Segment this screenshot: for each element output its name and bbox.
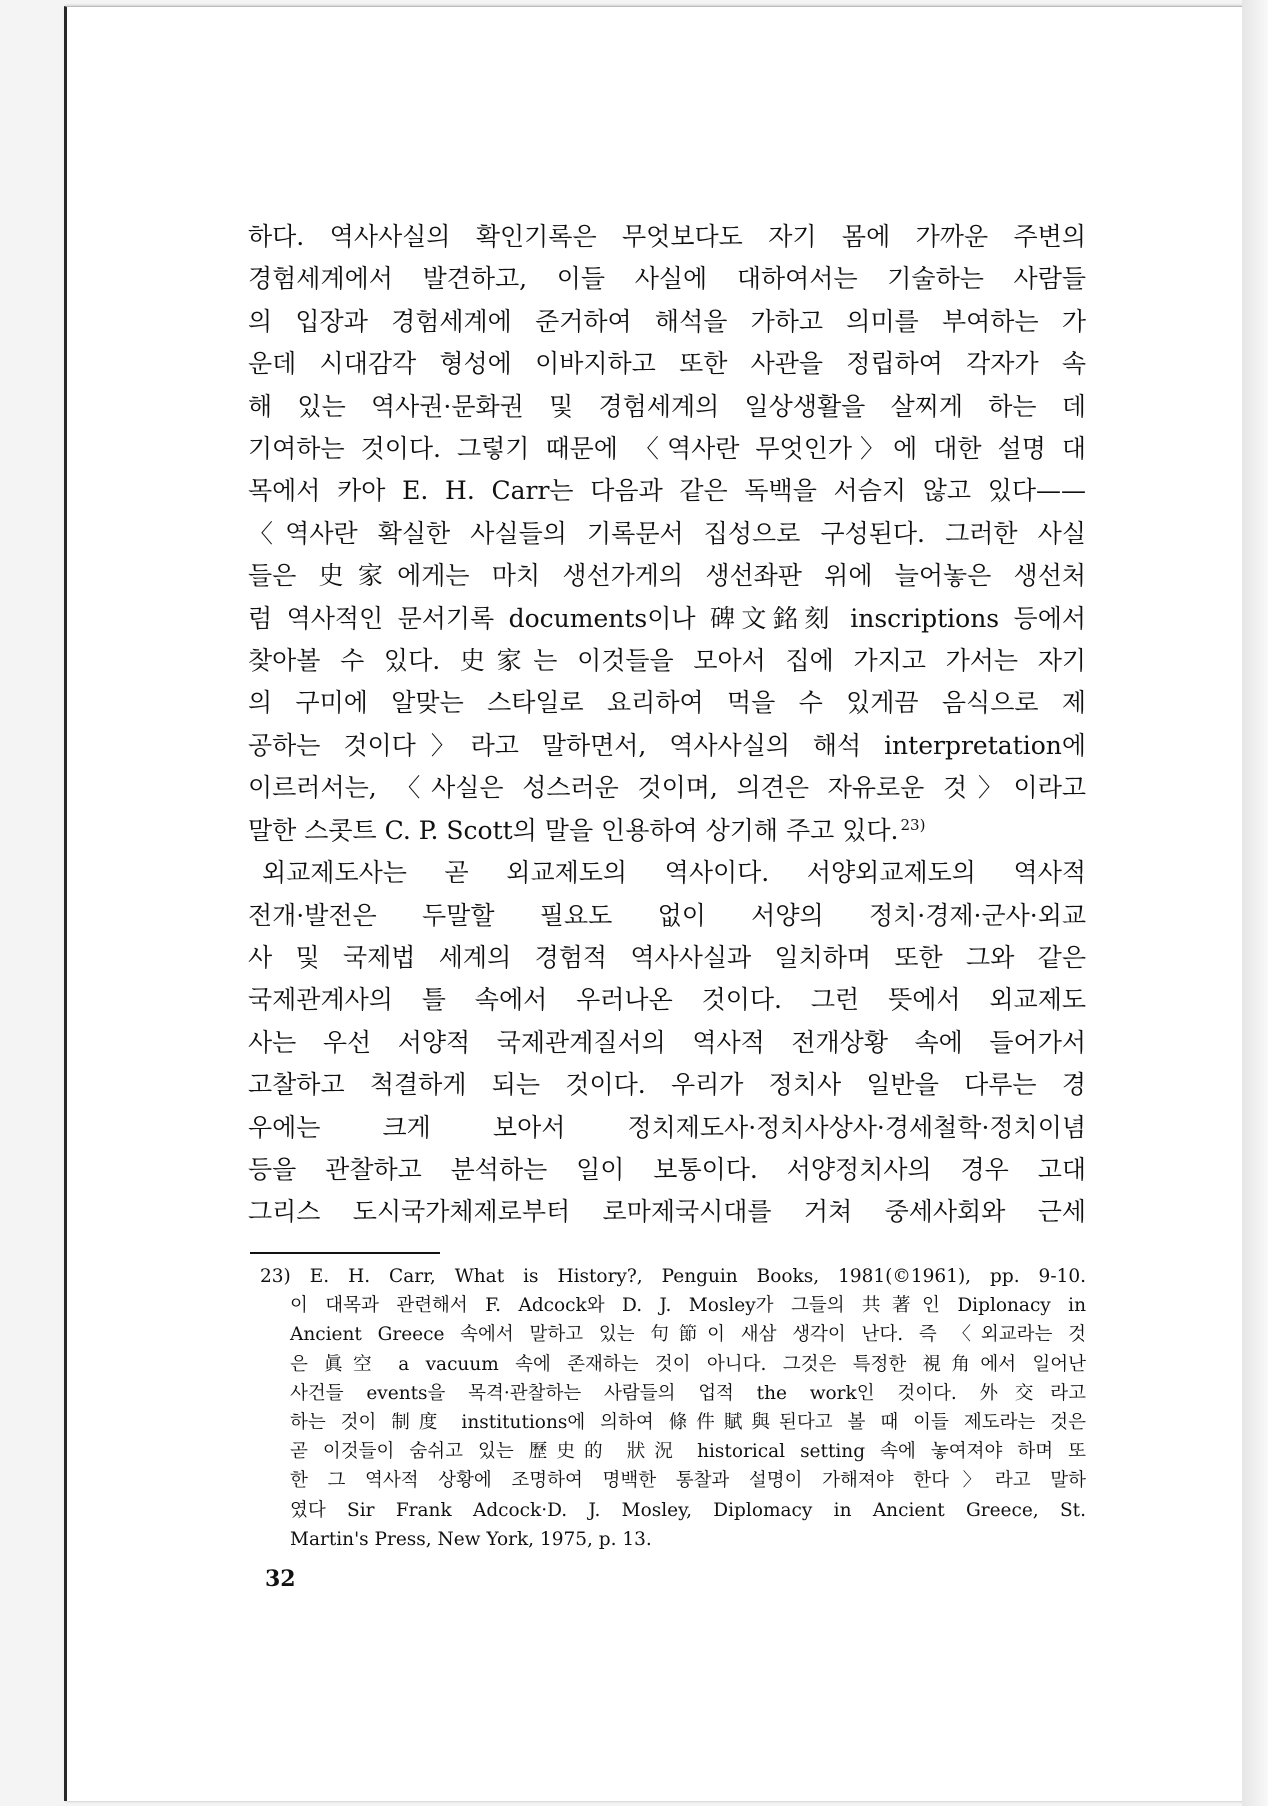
- body-line-with-footnote: [248, 810, 1086, 852]
- body-line: 의 구미에 알맞는 스타일로 요리하여 먹을 수 있게끔 음식으로 제: [248, 688, 1086, 718]
- footnote-reference[interactable]: 23): [900, 815, 926, 834]
- page-number: 32: [265, 1566, 296, 1592]
- body-line: 그리스 도시국가체제로부터 로마제국시대를 거쳐 중세사회와 근세: [248, 1197, 1086, 1227]
- body-line: 목에서 카아 E. H. Carr는 다음과 같은 독백을 서슴지 않고 있다——: [248, 476, 1086, 506]
- body-line: 전개·발전은 두말할 필요도 없이 서양의 정치·경제·군사·외교: [248, 900, 1086, 930]
- body-line: 경험세계에서 발견하고, 이들 사실에 대하여서는 기술하는 사람들: [248, 264, 1086, 294]
- body-line: 하다. 역사사실의 확인기록은 무엇보다도 자기 몸에 가까운 주변의: [248, 222, 1086, 251]
- footnote-line: Martin's Press, New York, 1975, p. 13.: [290, 1528, 652, 1550]
- footnote-line: 곧 이것들이 숨쉬고 있는 歷史的 狀況 historical setting 속에 놓여져야 하며 또: [290, 1441, 1086, 1463]
- footnote-line: 이 대목과 관련해서 F. Adcock와 D. J. Mosley가 그들의 共著인 Diplonacy in: [290, 1295, 1086, 1317]
- footnote-line: 하는 것이 制度 institutions에 의하여 條件賦與된다고 볼 때 이들 제도라는 것은: [290, 1412, 1086, 1434]
- body-line: 럼 역사적인 문서기록 documents이나 碑文銘刻 inscriptions 등에서: [248, 603, 1086, 633]
- footnote-block: [260, 1262, 1086, 1554]
- footnote-line: 사건들 events을 목격·관찰하는 사람들의 업적 the work인 것이다. 外交라고: [290, 1382, 1086, 1404]
- page-edge-shadow: [1242, 0, 1268, 1806]
- body-line: 들은 史家에게는 마치 생선가게의 생선좌판 위에 늘어놓은 생선처: [248, 561, 1086, 591]
- body-line: 이르러서는, 〈사실은 성스러운 것이며, 의견은 자유로운 것〉이라고: [248, 773, 1086, 803]
- body-line-text: 말한 스콧트 C. P. Scott의 말을 인용하여 상기해 주고 있다.: [248, 815, 899, 845]
- body-line: 기여하는 것이다. 그렇기 때문에 〈역사란 무엇인가〉에 대한 설명 대: [248, 434, 1086, 464]
- footnote-line: 였다 Sir Frank Adcock·D. J. Mosley, Diplomacy in Ancient Greece, St.: [290, 1499, 1086, 1521]
- body-line: 사 및 국제법 세계의 경험적 역사사실과 일치하며 또한 그와 같은: [248, 942, 1086, 972]
- body-line: 고찰하고 척결하게 되는 것이다. 우리가 정치사 일반을 다루는 경: [248, 1070, 1086, 1100]
- footnote-line: 23) E. H. Carr, What is History?, Penguin Books, 1981(©1961), pp. 9-10.: [260, 1266, 1086, 1287]
- footnote-divider: [250, 1252, 440, 1254]
- body-line: 등을 관찰하고 분석하는 일이 보통이다. 서양정치사의 경우 고대: [248, 1154, 1086, 1184]
- body-line: 찾아볼 수 있다. 史家는 이것들을 모아서 집에 가지고 가서는 자기: [248, 646, 1086, 676]
- body-line: 〈역사란 확실한 사실들의 기록문서 집성으로 구성된다. 그러한 사실: [248, 518, 1086, 548]
- paragraph-start-line: 외교제도사는 곧 외교제도의 역사이다. 서양외교제도의 역사적: [262, 858, 1086, 888]
- body-line: 의 입장과 경험세계에 준거하여 해석을 가하고 의미를 부여하는 가: [248, 306, 1086, 336]
- body-line: 사는 우선 서양적 국제관계질서의 역사적 전개상황 속에 들어가서: [248, 1027, 1086, 1057]
- body-line: 우에는 크게 보아서 정치제도사·정치사상사·경세철학·정치이념: [248, 1112, 1086, 1142]
- footnote-line: 한 그 역사적 상황에 조명하여 명백한 통찰과 설명이 가해져야 한다〉라고 말하: [290, 1470, 1086, 1492]
- body-line: 해 있는 역사권·문화권 및 경험세계의 일상생활을 살찌게 하는 데: [248, 391, 1086, 421]
- footnote-line: Ancient Greece 속에서 말하고 있는 句節이 새삼 생각이 난다. 즉 〈외교라는 것: [290, 1324, 1086, 1346]
- body-line: 운데 시대감각 형성에 이바지하고 또한 사관을 정립하여 각자가 속: [248, 349, 1086, 379]
- body-line: 공하는 것이다〉라고 말하면서, 역사사실의 해석 interpretation에: [248, 730, 1086, 760]
- footnote-line: 은 眞空 a vacuum 속에 존재하는 것이 아니다. 그것은 특정한 視角에서 일어난: [290, 1353, 1086, 1375]
- body-line: 국제관계사의 틀 속에서 우러나온 것이다. 그런 뜻에서 외교제도: [248, 985, 1086, 1015]
- main-body-text: [248, 216, 1086, 1234]
